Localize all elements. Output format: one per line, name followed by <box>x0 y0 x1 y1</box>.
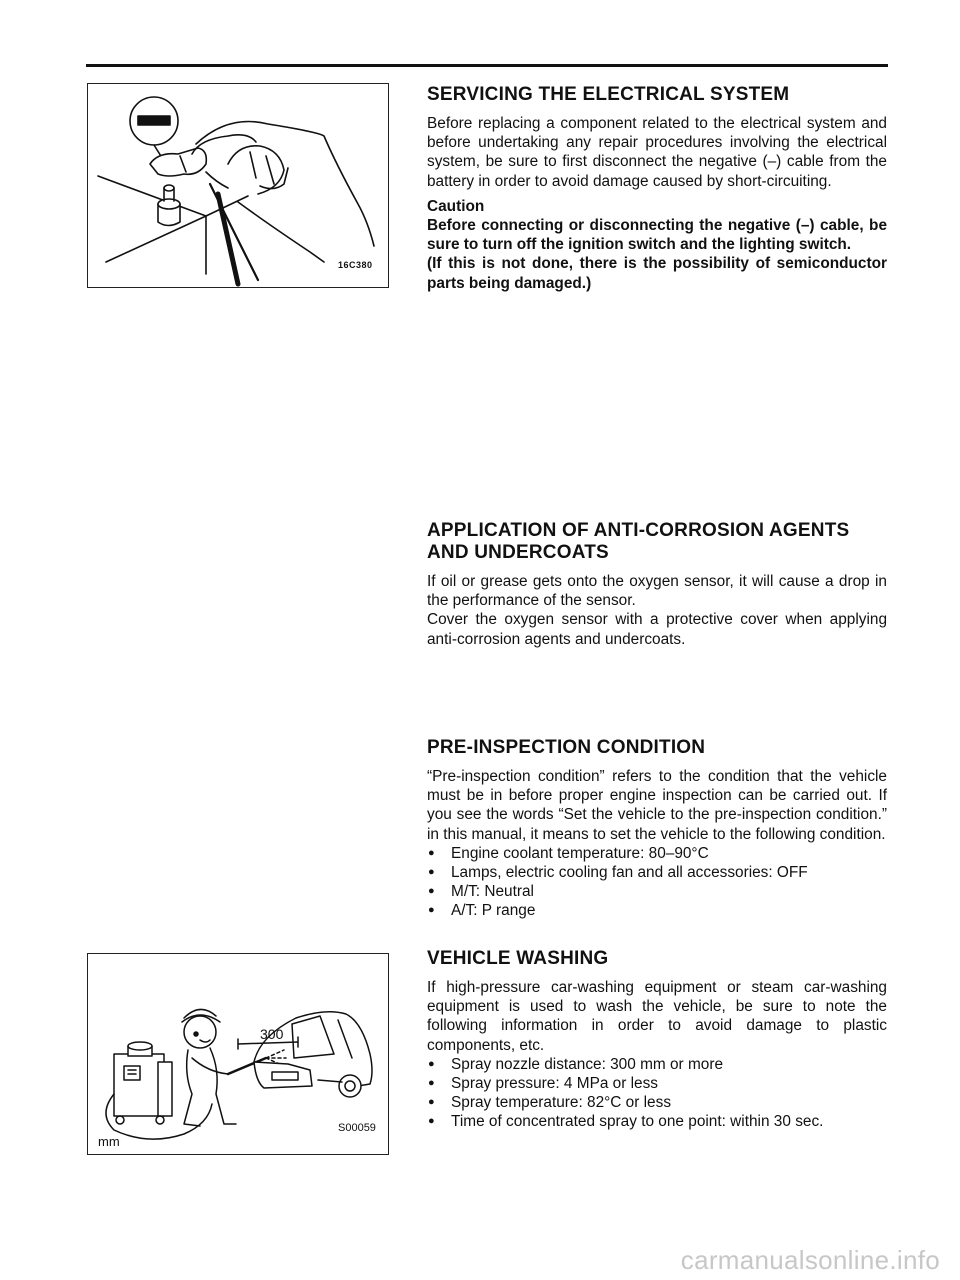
unit-label: mm <box>98 1134 120 1149</box>
section-preinspection <box>427 737 887 921</box>
list-item: ● M/T: Neutral <box>427 882 887 901</box>
list-item: ● Time of concentrated spray to one point: within 30 sec. <box>427 1112 887 1131</box>
list-item: ● Spray pressure: 4 MPa or less <box>427 1074 887 1093</box>
distance-label: 300 <box>260 1026 284 1042</box>
section-body: If high-pressure car-washing equipment or steam car-washing equipment is used to wash the vehicle, be sure to note the following information in order to avoid damage to plastic components, etc. <box>427 979 887 1054</box>
section-title: VEHICLE WASHING <box>427 948 609 969</box>
section-electrical <box>427 84 887 293</box>
watermark: carmanualsonline.info <box>680 1245 940 1275</box>
caution-text: Before connecting or disconnecting the negative (–) cable, be sure to turn off the ignition switch and the lighting switch. <box>427 217 887 254</box>
figure-code: 16C380 <box>338 260 373 270</box>
figure-code: S00059 <box>338 1122 376 1134</box>
section-body: Before replacing a component related to the electrical system and before undertaking any repair procedures involving the electrical system, be sure to first disconnect the negative (–) cable from the battery in order to avoid damage caused by short-circuiting. <box>427 115 887 190</box>
list-item: ● A/T: P range <box>427 901 887 920</box>
list-item: ● Engine coolant temperature: 80–90°C <box>427 844 887 863</box>
section-body: “Pre-inspection condition” refers to the condition that the vehicle must be in before proper engine inspection can be carried out. If you see the words “Set the vehicle to the pre-inspection condition.” in this manual, it means to set the vehicle to the following condition. <box>427 768 887 843</box>
list-item: ● Spray temperature: 82°C or less <box>427 1093 887 1112</box>
caution-note: (If this is not done, there is the possibility of semiconductor parts being damaged.) <box>427 255 887 292</box>
section-title: PRE-INSPECTION CONDITION <box>427 737 706 758</box>
section-body: Cover the oxygen sensor with a protective cover when applying anti-corrosion agents and undercoats. <box>427 611 887 648</box>
section-anticorrosion <box>427 520 887 649</box>
section-title-line2: AND UNDERCOATS <box>427 542 609 563</box>
section-title: SERVICING THE ELECTRICAL SYSTEM <box>427 84 790 105</box>
washing-figure <box>87 953 389 1155</box>
washing-list <box>427 1055 887 1132</box>
battery-disconnect-illustration-icon <box>88 84 388 287</box>
section-title-line1: APPLICATION OF ANTI-CORROSION AGENTS <box>427 520 850 541</box>
battery-figure <box>87 83 389 288</box>
list-item: ● Lamps, electric cooling fan and all accessories: OFF <box>427 863 887 882</box>
section-washing <box>427 948 887 1132</box>
top-rule <box>86 64 888 67</box>
caution-label: Caution <box>427 197 485 215</box>
section-body: If oil or grease gets onto the oxygen sensor, it will cause a drop in the performance of the sensor. <box>427 573 887 610</box>
list-item: ● Spray nozzle distance: 300 mm or more <box>427 1055 887 1074</box>
condition-list <box>427 844 887 921</box>
